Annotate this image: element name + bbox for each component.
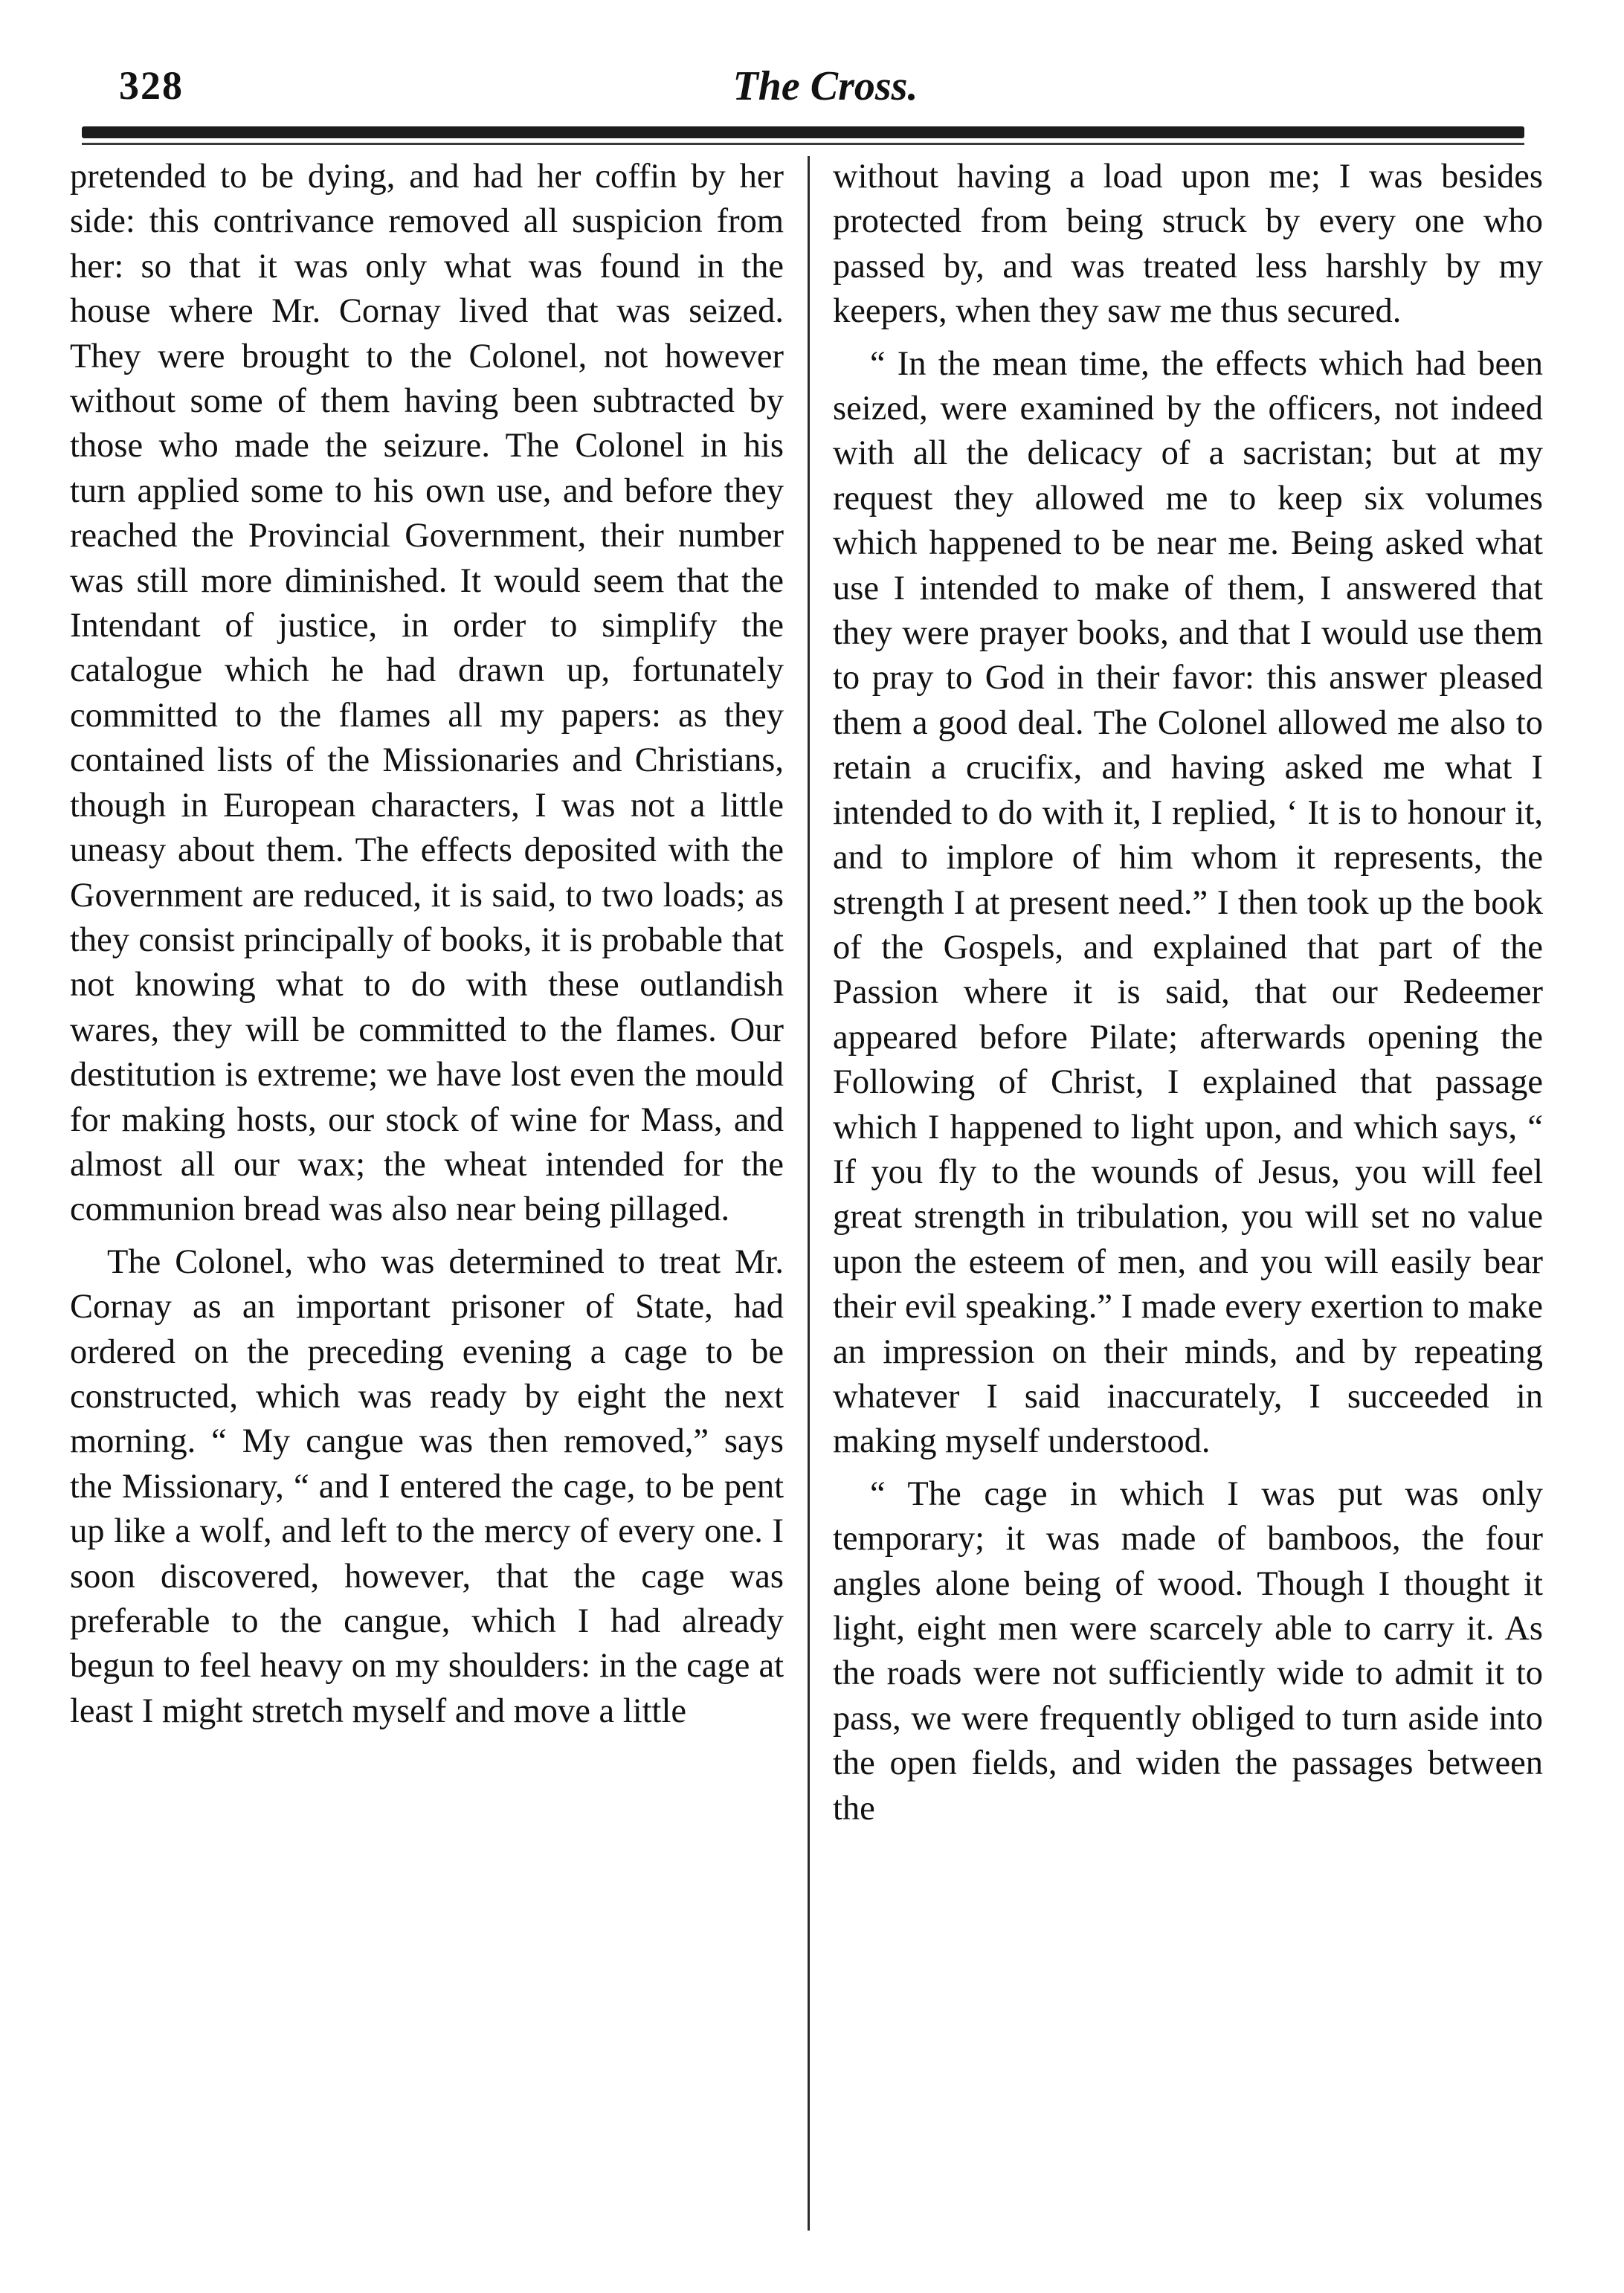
header-rule xyxy=(82,126,1524,138)
column-divider xyxy=(808,156,810,2231)
page-number: 328 xyxy=(119,63,184,108)
header-rule-thin xyxy=(82,143,1524,145)
left-column xyxy=(70,155,784,1734)
right-paragraph-3: “ The cage in which I was put was only temporary; it was made of bamboos, the four angles alone being of wood. Though I thought it light, eight men were scarcely able to carry it. As the roads were not sufficiently wide to admit it to pass, we were frequently obliged to turn aside into the open fields, and widen the passages between the xyxy=(833,1474,1543,1828)
left-paragraph-1: pretended to be dying, and had her coffin by her side: this contrivance removed all suspicion from her: so that it was only what was found in the house where Mr. Cornay lived that was seized. They were brought to the Colonel, not however without some of them having been subtracted by those who made the seizure. The Colonel in his turn applied some to his own use, and before they reached the Provincial Government, their number was still more diminished. It would seem that the Intendant of justice, in order to simplify the catalogue which he had drawn up, fortunately committed to the flames all my papers: as they contained lists of the Missionaries and Christians, though in European characters, I was not a little uneasy about them. The effects deposited with the Government are reduced, it is said, to two loads; as they consist principally of books, it is probable that not knowing what to do with these outlandish wares, they will be committed to the flames. Our destitution is extreme; we have lost even the mould for making hosts, our stock of wine for Mass, and almost all our wax; the wheat intended for the communion bread was also near being pillaged. xyxy=(70,158,784,1229)
right-column xyxy=(833,155,1543,1831)
right-paragraph-1: without having a load upon me; I was besides protected from being struck by every one who passed by, and was treated less harshly by my keepers, when they saw me thus secured. xyxy=(833,158,1543,331)
right-paragraph-2: “ In the mean time, the effects which had been seized, were examined by the officers, not indeed with all the delicacy of a sacristan; but at my request they allowed me to keep six volumes which happened to be near me. Being asked what use I intended to make of them, I answered that they were prayer books, and that I would use them to pray to God in their favor: this answer pleased them a good deal. The Colonel allowed me also to retain a crucifix, and having asked me what I intended to do with it, I replied, ‘ It is to honour it, and to implore of him whom it represents, the strength I at present need.” I then took up the book of the Gospels, and explained that part of the Passion where it is said, that our Redeemer appeared before Pilate; afterwards opening the Following of Christ, I explained that passage which I happened to light upon, and which says, “ If you fly to the wounds of Jesus, you will feel great strength in tribulation, you will set no value upon the esteem of men, and you will easily bear their evil speaking.” I made every exertion to make an impression on their minds, and by repeating whatever I said inaccurately, I succeeded in making myself understood. xyxy=(833,344,1543,1461)
left-paragraph-2: The Colonel, who was determined to treat Mr. Cornay as an important prisoner of State, had ordered on the preceding evening a cage to be constructed, which was ready by eight the next morning. “ My cangue was then removed,” says the Missionary, “ and I entered the cage, to be pent up like a wolf, and left to the mercy of every one. I soon discovered, however, that the cage was preferable to the cangue, which I had already begun to feel heavy on my shoulders: in the cage at least I might stretch myself and move a little xyxy=(70,1242,784,1730)
running-title: The Cross. xyxy=(732,63,918,109)
page-header xyxy=(112,62,1539,122)
